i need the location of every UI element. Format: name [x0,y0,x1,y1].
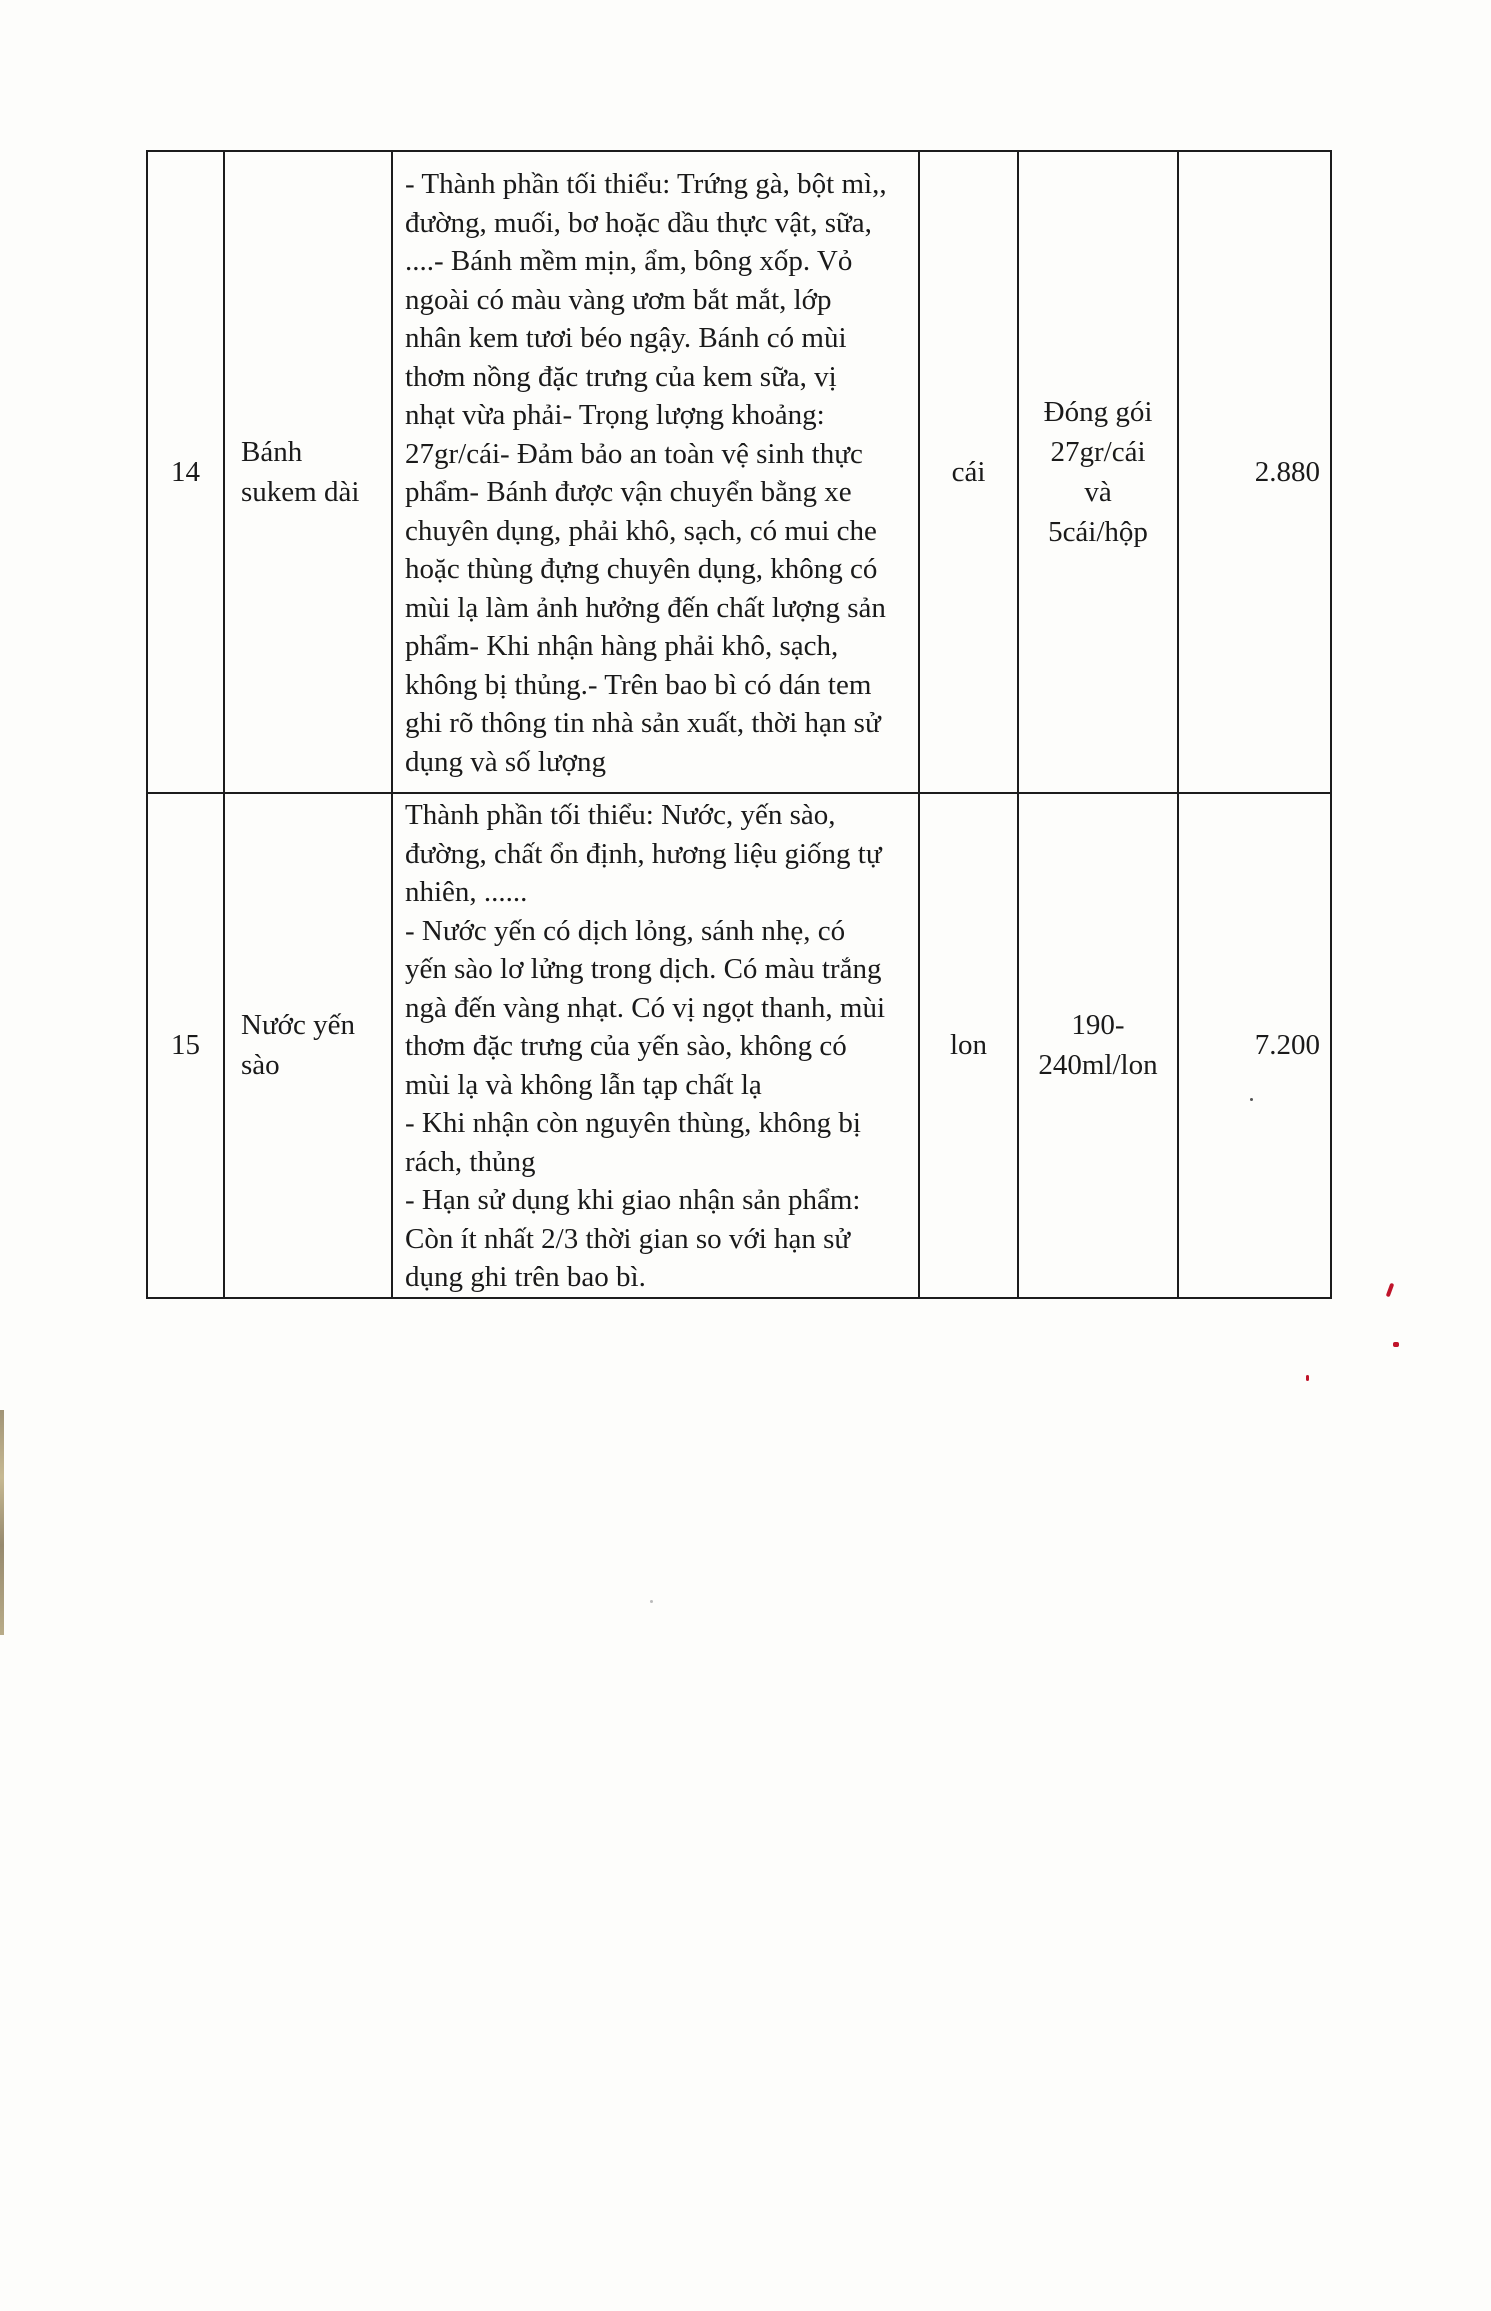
description-line: dụng ghi trên bao bì. [405,1261,646,1293]
product-name [224,151,392,793]
description-line: rách, thủng [405,1145,536,1178]
product-name-line: sukem dài [241,476,360,508]
product-name-line: Bánh [241,436,303,468]
scan-dot [1250,1098,1253,1101]
product-name-line: Nước yến [241,1009,355,1042]
description-line: đường, chất ổn định, hương liệu giống tự [405,837,882,870]
unit: lon [919,793,1018,1298]
description-line: Thành phần tối thiểu: Nước, yến sào, [405,799,836,831]
description-line: Còn ít nhất 2/3 thời gian so với hạn sử [405,1222,851,1255]
packaging-line: 5cái/hộp [1048,516,1148,548]
description-line: - Khi nhận còn nguyên thùng, không bị [405,1107,861,1139]
packaging-line: 240ml/lon [1038,1049,1158,1082]
description-line: phẩm- Khi nhận hàng phải khô, sạch, [405,630,839,662]
description-line: mùi lạ và không lẫn tạp chất lạ [405,1068,762,1101]
description-line: thơm đặc trưng của yến sào, không có [405,1030,847,1062]
stamp-mark [1393,1342,1399,1347]
description-line: nhân kem tươi béo ngậy. Bánh có mùi [405,322,847,354]
product-name [224,793,392,1298]
description-line: phẩm- Bánh được vận chuyển bằng xe [405,476,852,508]
description-line: thơm nồng đặc trưng của kem sữa, vị [405,360,837,393]
scan-edge-artifact [0,1410,4,1635]
unit: cái [919,151,1018,793]
packaging-line: Đóng gói [1043,396,1153,428]
packaging-line: 27gr/cái [1050,436,1146,468]
description-line: - Nước yến có dịch lỏng, sánh nhẹ, có [405,914,846,947]
packaging [1018,151,1178,793]
description-line: - Thành phần tối thiểu: Trứng gà, bột mì,, [405,168,887,200]
stamp-mark [1386,1283,1395,1298]
description-line: yến sào lơ lửng trong dịch. Có màu trắng [405,953,882,985]
description-line: ghi rõ thông tin nhà sản xuất, thời hạn sử [405,707,881,739]
description-line: nhạt vừa phải- Trọng lượng khoảng: [405,399,825,431]
table-row [147,151,1331,793]
description-line: dụng và số lượng [405,745,607,778]
quantity: 2.880 [1178,151,1331,793]
description-line: không bị thủng.- Trên bao bì có dán tem [405,668,872,701]
product-description [392,151,919,793]
product-name-line: sào [241,1049,280,1082]
packaging-line: và [1084,476,1112,508]
row-number: 14 [147,151,224,793]
product-spec-table [146,150,1332,1299]
description-line: chuyên dụng, phải khô, sạch, có mui che [405,514,877,547]
product-description [392,793,919,1298]
description-line: 27gr/cái- Đảm bảo an toàn vệ sinh thực [405,437,863,470]
description-line: ....- Bánh mềm mịn, ẩm, bông xốp. Vỏ [405,245,853,277]
description-line: đường, muối, bơ hoặc dầu thực vật, sữa, [405,206,872,239]
description-line: - Hạn sử dụng khi giao nhận sản phẩm: [405,1184,861,1216]
quantity: 7.200 [1178,793,1331,1298]
description-line: hoặc thùng đựng chuyên dụng, không có [405,553,878,585]
description-line: ngà đến vàng nhạt. Có vị ngọt thanh, mùi [405,991,886,1024]
description-line: mùi lạ làm ảnh hưởng đến chất lượng sản [405,591,886,624]
description-line: nhiên, ...... [405,876,528,908]
description-line: ngoài có màu vàng ươm bắt mắt, lớp [405,283,832,316]
stamp-mark [1306,1375,1309,1381]
table-row [147,793,1331,1298]
packaging [1018,793,1178,1298]
packaging-line: 190- [1071,1009,1125,1042]
row-number: 15 [147,793,224,1298]
scan-dot [650,1600,653,1603]
